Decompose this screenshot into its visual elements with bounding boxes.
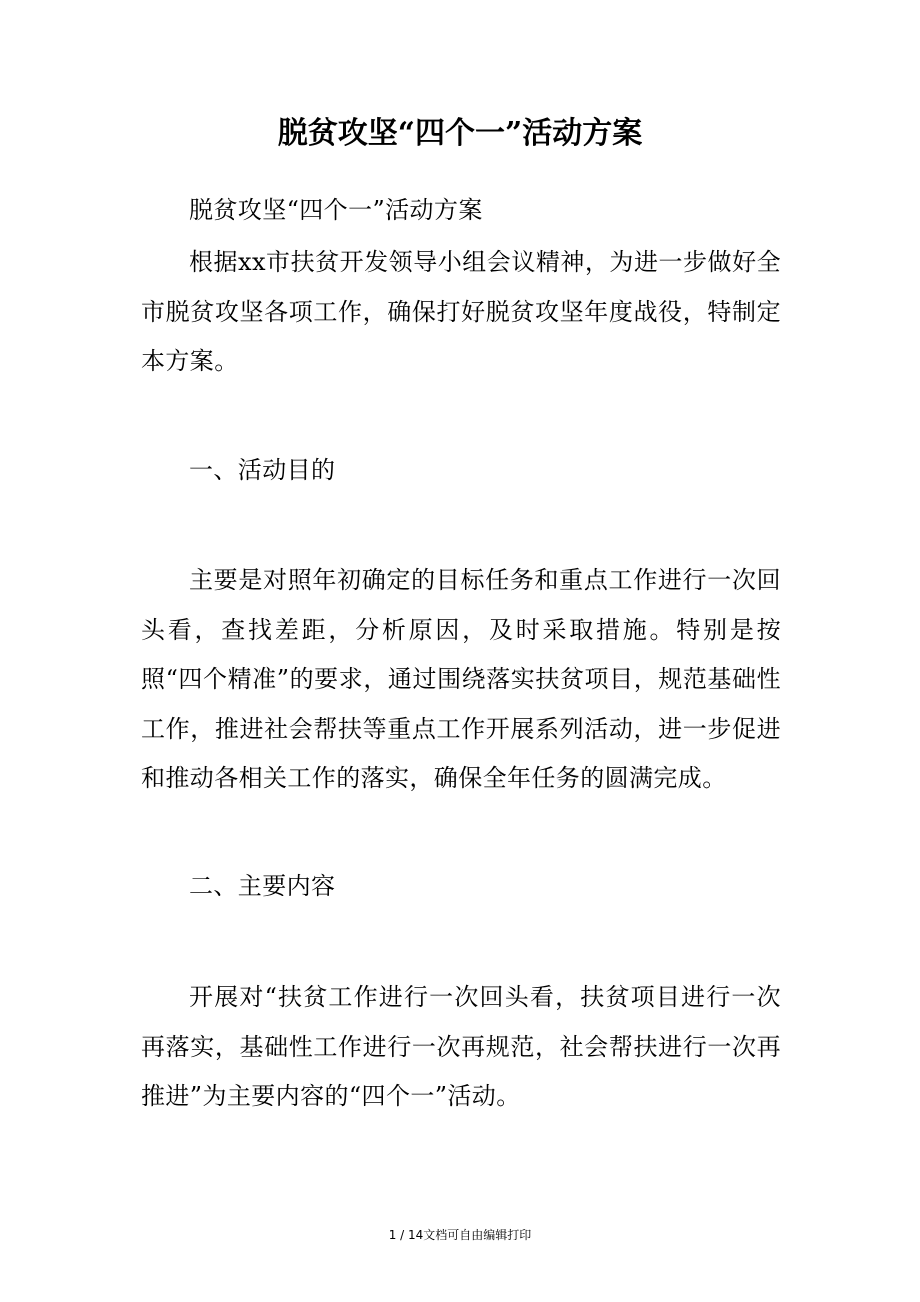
- section-2-body: 开展对“扶贫工作进行一次回头看，扶贫项目进行一次再落实，基础性工作进行一次再规范，社会帮扶进行一次再推进”为主要内容的“四个一”活动。: [141, 983, 781, 1110]
- document-subtitle: 脱贫攻坚“四个一”活动方案: [189, 196, 483, 224]
- page-footer: 1 / 14文档可自由编辑打印: [388, 1228, 532, 1242]
- document-title: 脱贫攻坚“四个一”活动方案: [277, 116, 643, 151]
- section-1-body: 主要是对照年初确定的目标任务和重点工作进行一次回头看，查找差距，分析原因，及时采取措施。特别是按照“四个精准”的要求，通过围绕落实扶贫项目，规范基础性工作，推进社会帮扶等重点工作开展系列活动，进一步促进和推动各相关工作的落实，确保全年任务的圆满完成。: [141, 566, 781, 792]
- section-2-heading: 二、主要内容: [189, 872, 336, 900]
- intro-paragraph: 根据xx市扶贫开发领导小组会议精神，为进一步做好全市脱贫攻坚各项工作，确保打好脱贫攻坚年度战役，特制定本方案。: [141, 248, 781, 375]
- section-1-heading: 一、活动目的: [189, 456, 336, 484]
